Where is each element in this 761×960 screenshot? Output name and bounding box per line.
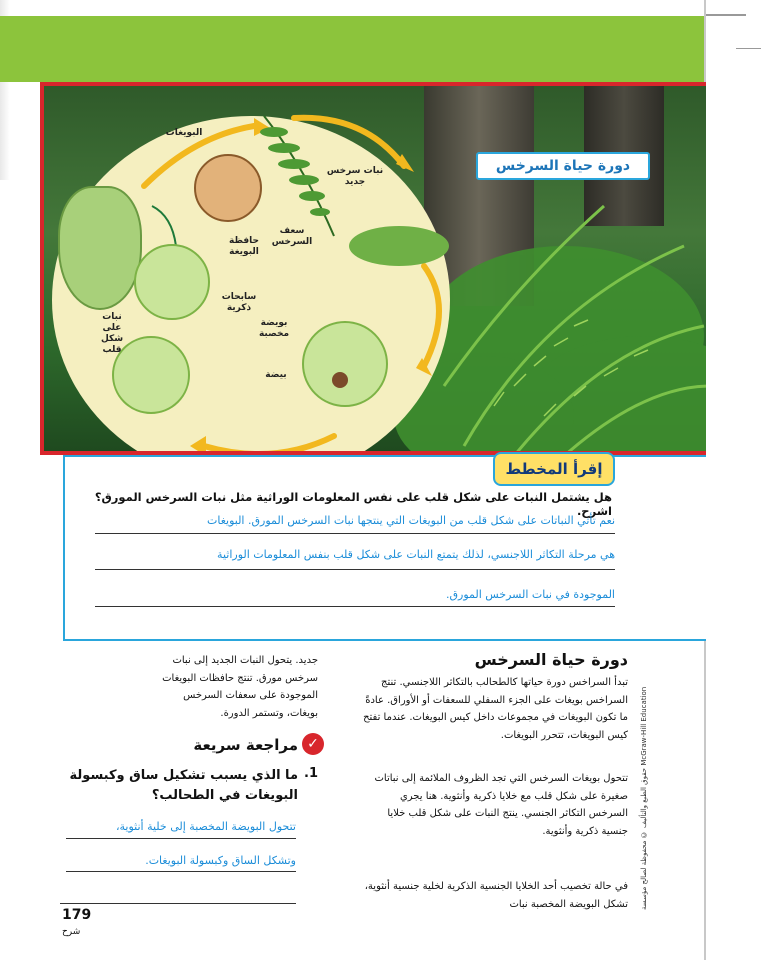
heart-plant-image [58, 186, 142, 310]
label-new-fern: نبات سرخس جديد [326, 166, 384, 187]
footer-rule [60, 903, 296, 904]
review-question: ما الذي يسبب تشكيل ساق وكبسولة البويغات في الطحالب؟ [69, 768, 298, 803]
review-number: 1. [304, 766, 318, 781]
section-paragraph: تبدأ السراخس دورة حياتها كالطحالب بالتكاثر اللاجنسي. تنتج السراخس بويغات على الجزء السفلي للسعفات أو الأوراق. عادةً ما تكون البويغات في مجموعات داخل كيس البويغات. عندما تفتح كيس البويغات، تتحرر البويغات. [363, 677, 628, 741]
sporangium-image [194, 154, 262, 222]
read-diagram-tag: إقرأ المخطط [493, 452, 615, 486]
page-number: 179 [62, 907, 92, 923]
read-diagram-question: هل يشتمل النبات على شكل قلب على نفس المعلومات الوراثية مثل نبات السرخس المورق؟ اشرح. [94, 490, 612, 518]
diagram-title: دورة حياة السرخس [476, 152, 650, 180]
answer-rule [95, 569, 615, 570]
answer-rule [95, 606, 615, 607]
label-heart-plant: نبات على شكل قلب [100, 312, 124, 355]
crop-mark [706, 14, 746, 16]
answer-line: الموجودة في نبات السرخس المورق. [445, 588, 615, 601]
review-answer-line: وتشكل الساق وكبسولة البويغات. [145, 854, 296, 867]
fern-lifecycle-figure [40, 82, 706, 455]
sperm-cell-image [134, 244, 210, 320]
new-fern-image [349, 226, 449, 266]
label-fertilized-egg: بويضة مخصبة [258, 318, 290, 339]
label-spores: البويغات [165, 128, 203, 138]
review-answer-line: تتحول البويضة المخصبة إلى خلية أنثوية، [115, 820, 296, 833]
copyright-sidebar: حقوق الطبع والتأليف © محفوظة لصالح مؤسسة McGraw-Hill Education [640, 686, 648, 910]
review-heading: مراجعة سريعة [193, 736, 298, 754]
answer-rule [66, 871, 296, 872]
section-heading: دورة حياة السرخس [474, 650, 628, 669]
label-sperm: سابحات ذكرية [221, 292, 257, 313]
section-paragraph: تتحول بويغات السرخس التي تجد الظروف الملائمة إلى نباتات صغيرة على شكل قلب مع خلايا ذكرية وأنثوية. هنا يجري السرخس التكاثر الجنسي. ينتج النبات على شكل قلب خلايا جنسية ذكرية وأنثوية. [374, 773, 628, 837]
section-paragraph: في حالة تخصيب أحد الخلايا الجنسية الذكرية لخلية جنسية أنثوية، تشكل البويضة المخصبة نبات [364, 881, 628, 910]
crop-mark [736, 48, 761, 49]
section-continuation: جديد. يتحول النبات الجديد إلى نبات سرخس مورق. تنتج حافظات البويغات الموجودة على سعفات السرخس بويغات، وتستمر الدورة. [162, 655, 318, 719]
label-sporangium: حافظة البويغة [229, 236, 259, 257]
answer-rule [95, 533, 615, 534]
check-icon: ✓ [302, 733, 324, 755]
answer-line: نعم تأتي النباتات على شكل قلب من البويغات التي ينتجها نبات السرخس المورق. البويغات [207, 514, 615, 527]
egg-cell-image [302, 321, 388, 407]
footer-label: شرح [62, 927, 81, 937]
label-egg: بيضة [265, 370, 287, 380]
answer-line: هي مرحلة التكاثر اللاجنسي، لذلك يتمتع النبات على شكل قلب بنفس المعلومات الوراثية [217, 548, 615, 561]
egg-image [332, 372, 348, 388]
answer-rule [66, 838, 296, 839]
label-fern-frond: سعف السرخس [271, 226, 313, 247]
header-banner [0, 16, 706, 82]
